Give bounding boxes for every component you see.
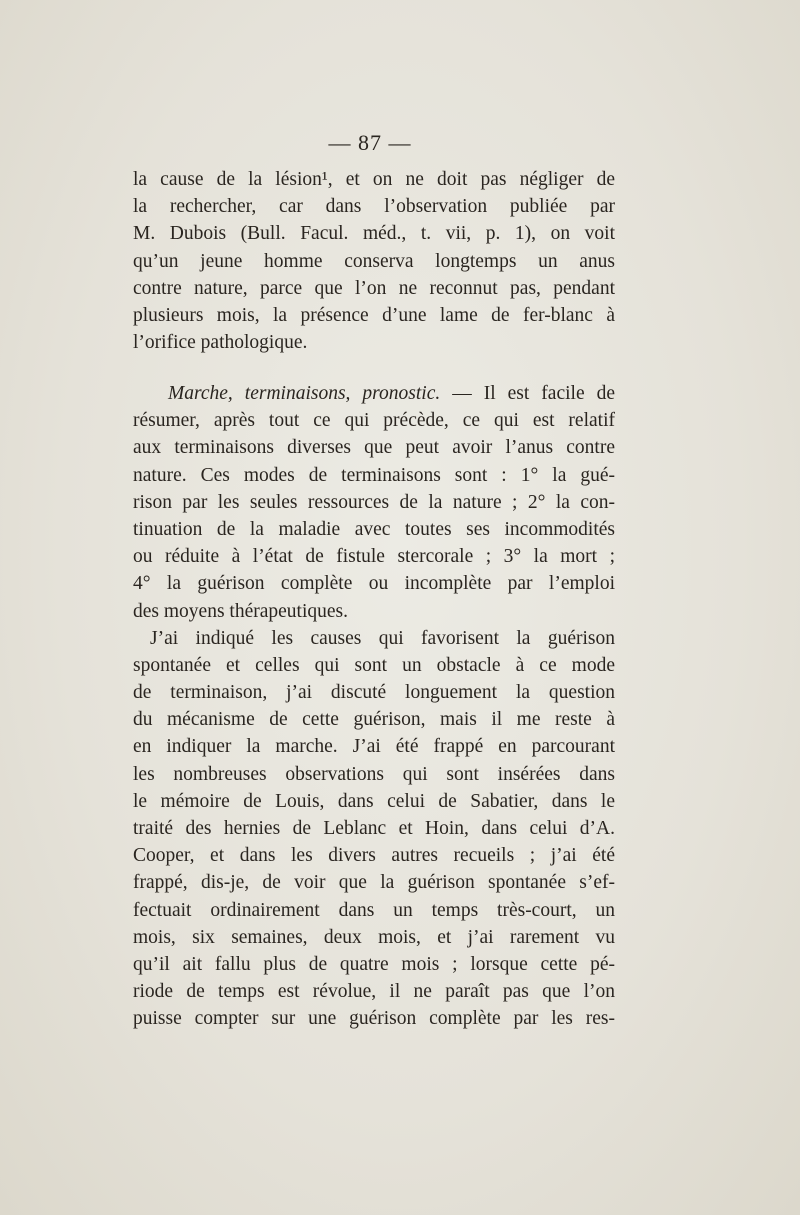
section-heading-rest: — Il est facile de — [452, 383, 616, 404]
text-line: la rechercher, car dans l’observation publiée par — [133, 196, 615, 218]
text-line: ou réduite à l’état de fistule stercorale ; 3° la mort ; — [133, 546, 615, 568]
text-line: en indiquer la marche. J’ai été frappé en parcourant — [133, 736, 615, 758]
text-line: fectuait ordinairement dans un temps très-court, un — [133, 899, 615, 921]
text-line: tinuation de la maladie avec toutes ses incommodités — [133, 518, 615, 540]
section-marche-terminaisons — [133, 380, 615, 1033]
text-line: les nombreuses observations qui sont insérées dans — [133, 763, 615, 785]
text-line: traité des hernies de Leblanc et Hoin, dans celui d’A. — [133, 818, 615, 839]
text-line: spontanée et celles qui sont un obstacle à ce mode — [133, 654, 615, 676]
text-line: des moyens thérapeutiques. — [133, 600, 348, 622]
text-line: riode de temps est révolue, il ne paraît pas que l’on — [133, 981, 615, 1003]
paragraph-cause-lesion — [133, 166, 615, 356]
section-heading: Marche, terminaisons, pronostic. — [168, 383, 441, 404]
text-line: le mémoire de Louis, dans celui de Sabatier, dans le — [133, 790, 615, 812]
text-line: contre nature, parce que l’on ne reconnut pas, pendant — [133, 277, 615, 299]
text-line: qu’il ait fallu plus de quatre mois ; lorsque cette pé- — [133, 953, 615, 975]
text-line: qu’un jeune homme conserva longtemps un anus — [133, 250, 615, 272]
text-line: de terminaison, j’ai discuté longuement la question — [133, 682, 615, 704]
text-line: rison par les seules ressources de la nature ; 2° la con- — [133, 491, 615, 513]
text-line: résumer, après tout ce qui précède, ce qui est relatif — [133, 410, 615, 432]
page-number: — 87 — — [328, 130, 412, 155]
text-line: M. Dubois (Bull. Facul. méd., t. vii, p. 1), on voit — [133, 223, 615, 245]
text-line: du mécanisme de cette guérison, mais il me reste à — [133, 709, 615, 731]
text-line: frappé, dis-je, de voir que la guérison spontanée s’ef- — [133, 872, 615, 894]
text-line: aux terminaisons diverses que peut avoir l’anus contre — [133, 437, 615, 459]
text-line: mois, six semaines, deux mois, et j’ai rarement vu — [133, 926, 615, 948]
section-first-line — [133, 380, 615, 407]
text-line: J’ai indiqué les causes qui favorisent la guérison — [150, 627, 615, 649]
text-line: Cooper, et dans les divers autres recueils ; j’ai été — [133, 845, 615, 867]
text-line: l’orifice pathologique. — [133, 332, 308, 354]
text-line: puisse compter sur une guérison complète par les res- — [133, 1008, 615, 1030]
text-line: 4° la guérison complète ou incomplète par l’emploi — [133, 573, 615, 595]
text-line: la cause de la lésion¹, et on ne doit pas négliger de — [133, 169, 615, 190]
text-line: nature. Ces modes de terminaisons sont : 1° la gué- — [133, 464, 615, 486]
text-line: plusieurs mois, la présence d’une lame de fer-blanc à — [133, 304, 615, 326]
